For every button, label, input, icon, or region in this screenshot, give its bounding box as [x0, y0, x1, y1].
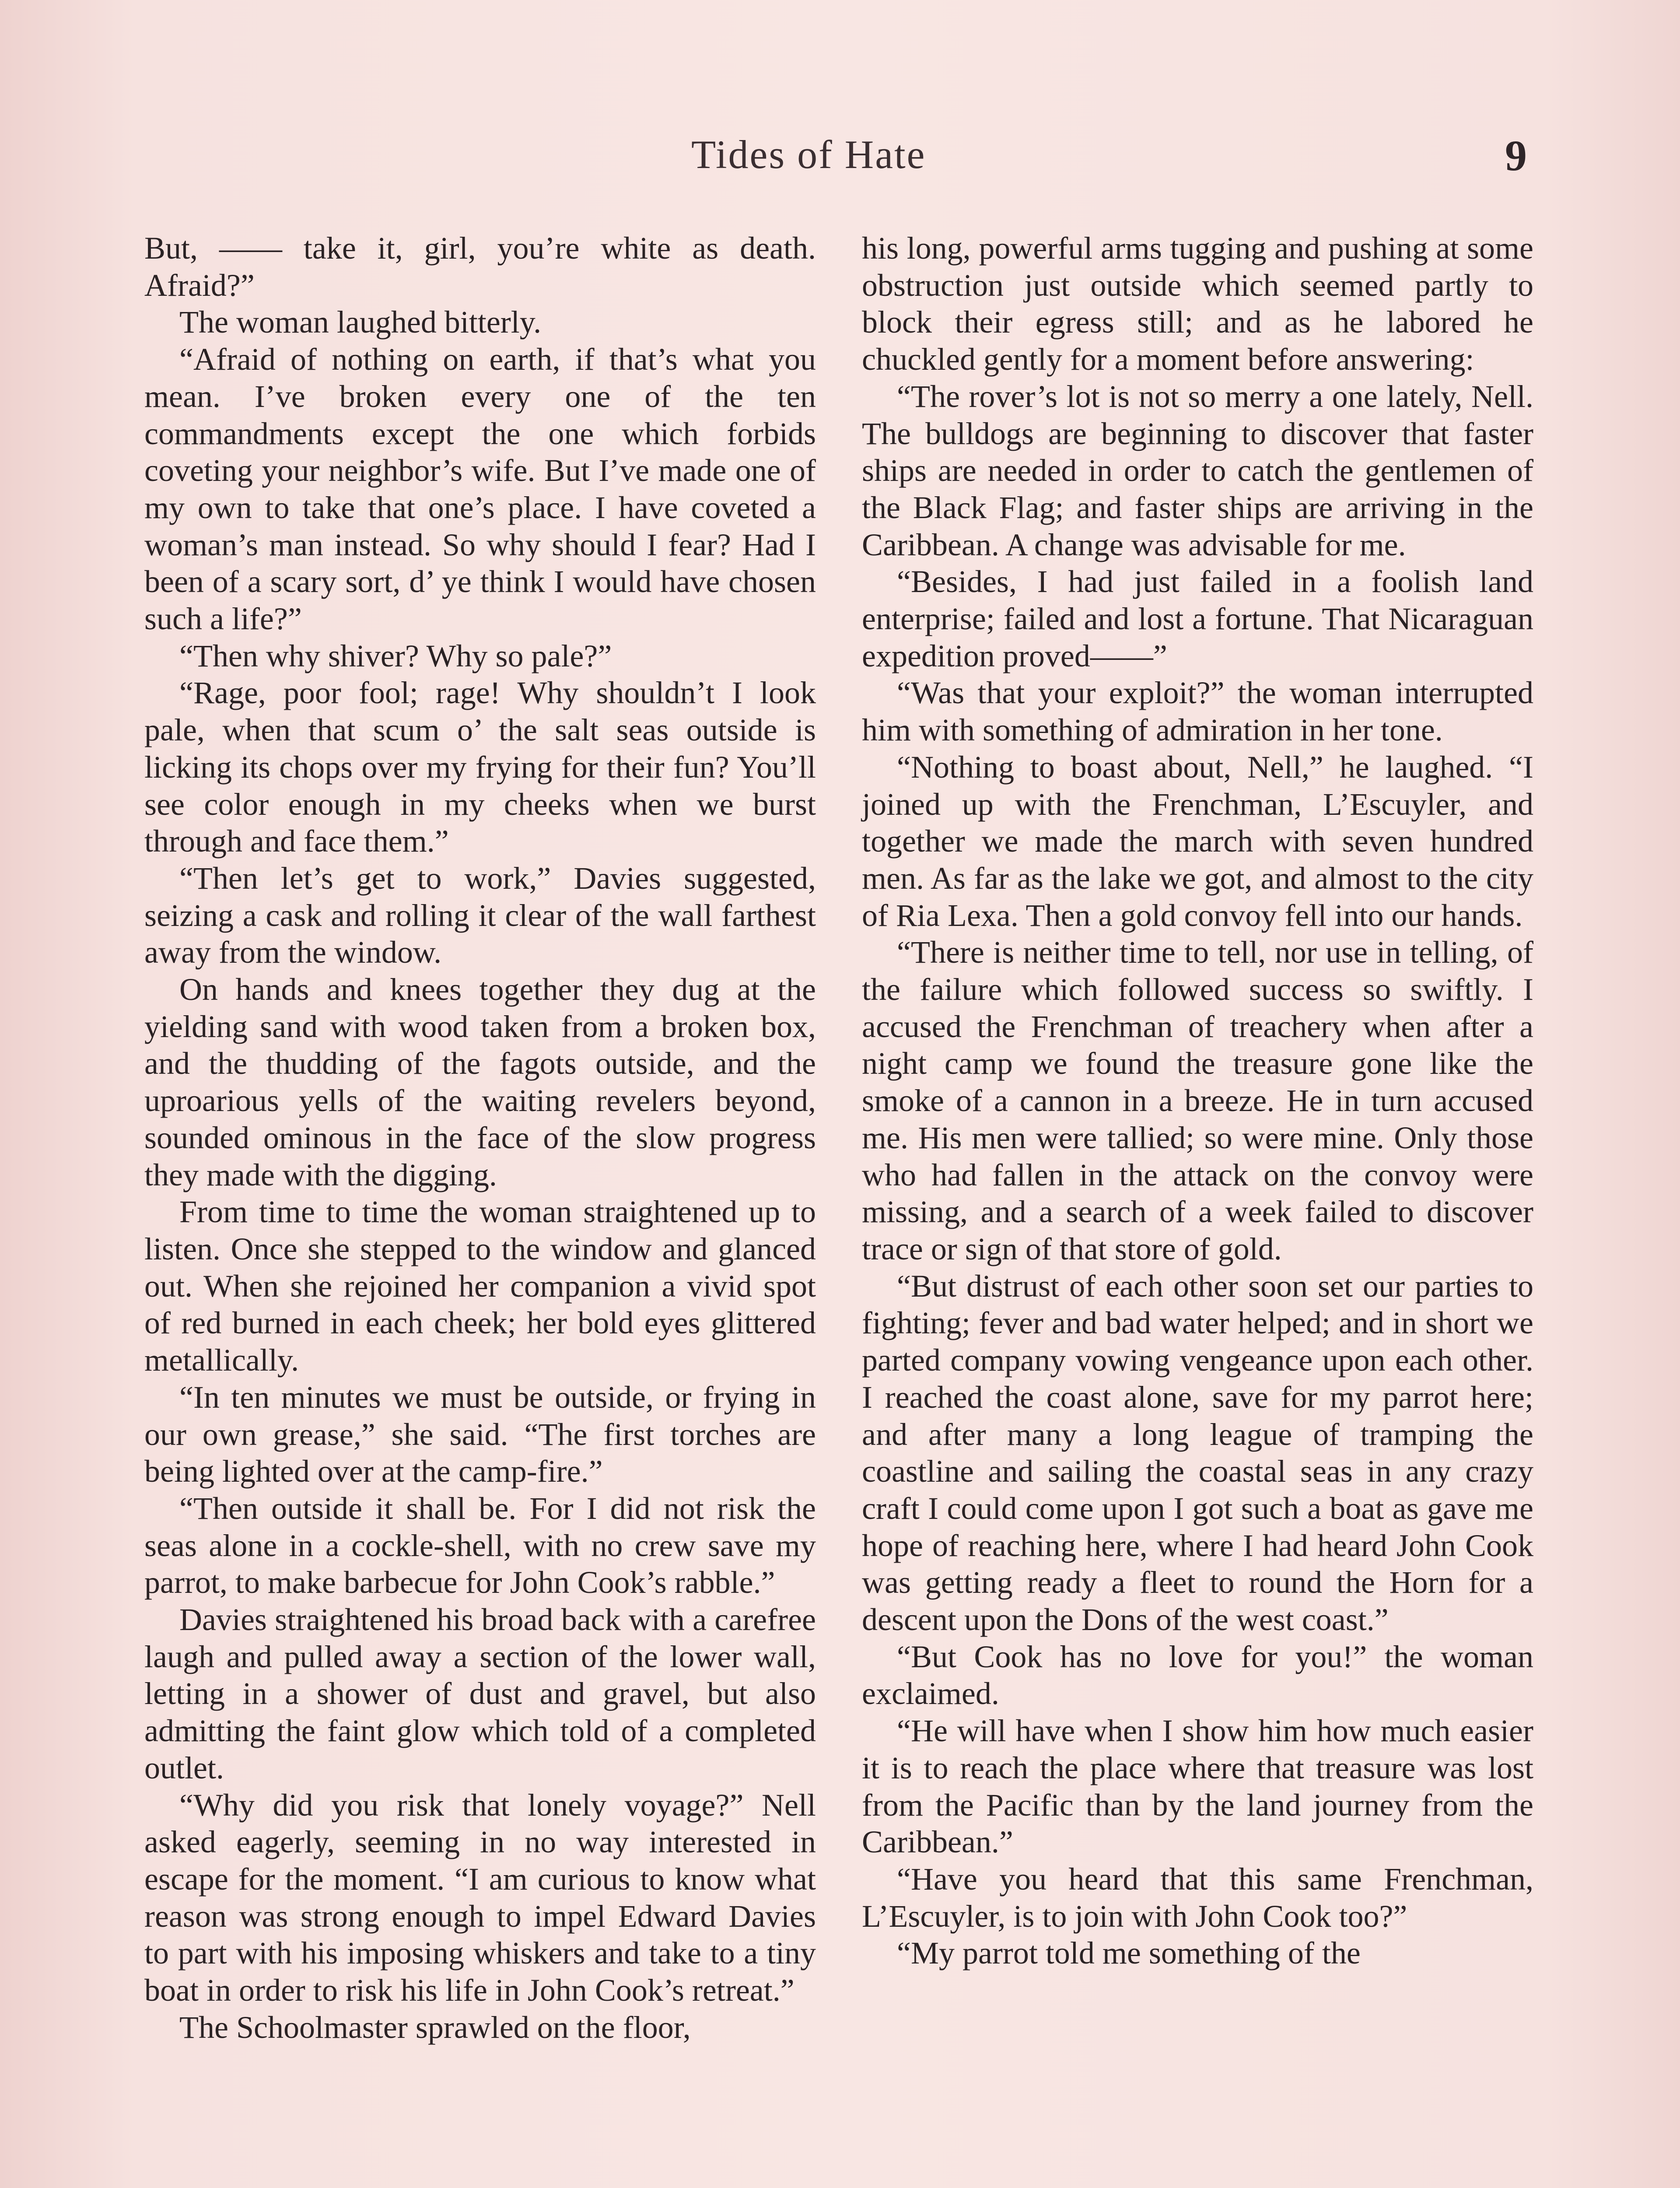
running-title: Tides of Hate [691, 132, 926, 177]
paragraph: From time to time the woman straightened up to listen. Once she stepped to the window and glanced out. When she rejoined her companion a vivid spot of red burned in each cheek; her bold eyes glittered metallically. [144, 1194, 816, 1378]
paragraph: “My parrot told me something of the [897, 1936, 1361, 1971]
paragraph: “Afraid of nothing on earth, if that’s what you mean. I’ve broken every one of the ten commandments except the one which forbids coveting your neighbor’s wife. But I’ve made one of my own to take that one’s place. I have coveted a woman’s man instead. So why should I fear? Had I been of a scary sort, d’ ye think I would have chosen such a life?” [144, 342, 816, 637]
paragraph: “There is neither time to tell, nor use in telling, of the failure which followed success so swiftly. I accused the Frenchman of treachery when after a night camp we found the treasure gone like the smoke of a cannon in a breeze. He in turn accused me. His men were tallied; so were mine. Only those who had fallen in the attack on the convoy were missing, and a search of a week failed to discover trace or sign of that store of gold. [862, 935, 1533, 1266]
paragraph: “Have you heard that this same Frenchman, L’Escuyler, is to join with John Cook too?” [862, 1861, 1533, 1934]
paragraph: his long, powerful arms tugging and pushing at some obstruction just outside which seemed partly to block their egress still; and as he labored he chuckled gently for a moment before answering: [862, 231, 1533, 377]
paragraph: “Then why shiver? Why so pale?” [179, 638, 612, 673]
paragraph: But, —— take it, girl, you’re white as death. Afraid?” [144, 231, 816, 303]
paragraph: “Then let’s get to work,” Davies suggested, seizing a cask and rolling it clear of the wall farthest away from the window. [144, 860, 816, 970]
paragraph: The Schoolmaster sprawled on the floor, [179, 2009, 691, 2045]
running-head [0, 127, 1680, 193]
paragraph: “In ten minutes we must be outside, or frying in our own grease,” she said. “The first torches are being lighted over at the camp-fire.” [144, 1379, 816, 1489]
paragraph: “Besides, I had just failed in a foolish land enterprise; failed and lost a fortune. That Nicaraguan expedition proved——” [862, 564, 1533, 673]
paragraph: On hands and knees together they dug at the yielding sand with wood taken from a broken box, and the thudding of the fagots outside, and the uproarious yells of the waiting revelers beyond, sounded ominous in the face of the slow progress they made with the digging. [144, 972, 816, 1192]
paragraph: Davies straightened his broad back with a carefree laugh and pulled away a section of the lower wall, letting in a shower of dust and gravel, but also admitting the faint glow which told of a completed outlet. [144, 1602, 816, 1785]
paragraph: “Was that your exploit?” the woman interrupted him with something of admiration in her tone. [862, 675, 1533, 748]
left-column [144, 230, 816, 2046]
paragraph: “The rover’s lot is not so merry a one lately, Nell. The bulldogs are beginning to discover that faster ships are needed in order to catch the gentlemen of the Black Flag; and faster ships are arriving in the Caribbean. A change was advisable for me. [862, 379, 1533, 562]
paragraph: “Why did you risk that lonely voyage?” Nell asked eagerly, seeming in no way interested in escape for the moment. “I am curious to know what reason was strong enough to impel Edward Davies to part with his imposing whiskers and take to a tiny boat in order to risk his life in John Cook’s retreat.” [144, 1787, 816, 2008]
paragraph: “Rage, poor fool; rage! Why shouldn’t I look pale, when that scum o’ the salt seas outside is licking its chops over my frying for their fun? You’ll see color enough in my cheeks when we burst through and face them.” [144, 675, 816, 859]
page-number: 9 [1505, 131, 1527, 180]
paragraph: “Then outside it shall be. For I did not risk the seas alone in a cockle-shell, with no crew save my parrot, to make barbecue for John Cook’s rabble.” [144, 1490, 816, 1600]
paragraph: “Nothing to boast about, Nell,” he laughed. “I joined up with the Frenchman, L’Escuyler, and together we made the march with seven hundred men. As far as the lake we got, and almost to the city of Ria Lexa. Then a gold convoy fell into our hands. [862, 749, 1533, 933]
paragraph: “But Cook has no love for you!” the woman exclaimed. [862, 1639, 1533, 1711]
right-column [862, 230, 1533, 1972]
paragraph: “But distrust of each other soon set our parties to fighting; fever and bad water helped; and in short we parted company vowing vengeance upon each other. I reached the coast alone, save for my parrot here; and after many a long league of tramping the coastline and sailing the coastal seas in any crazy craft I could come upon I got such a boat as gave me hope of reaching here, where I had heard John Cook was getting ready a fleet to round the Horn for a descent upon the Dons of the west coast.” [862, 1268, 1533, 1637]
paragraph: “He will have when I show him how much easier it is to reach the place where that treasure was lost from the Pacific than by the land journey from the Caribbean.” [862, 1713, 1533, 1860]
paragraph: The woman laughed bitterly. [179, 305, 542, 340]
